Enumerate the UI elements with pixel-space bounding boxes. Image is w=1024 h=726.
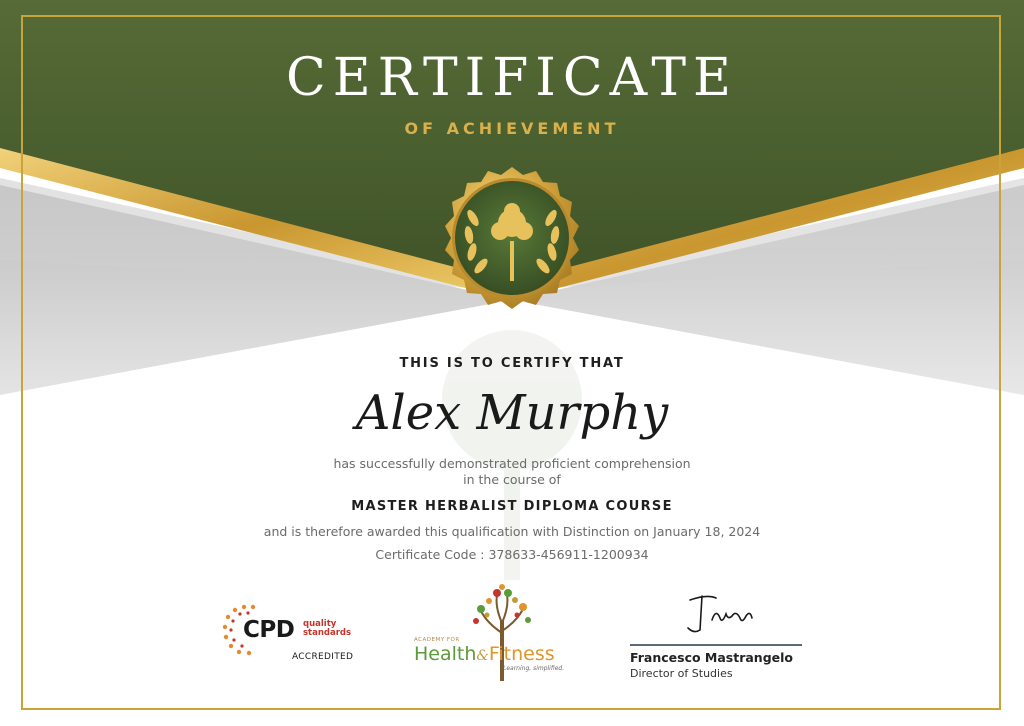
- seal-emblem-icon: [431, 163, 593, 325]
- recipient-name: Alex Murphy: [355, 385, 669, 441]
- cpd-accredited-label: ACCREDITED: [292, 652, 354, 662]
- award-line: and is therefore awarded this qualification with Distinction on January 18, 2024: [263, 524, 761, 539]
- certificate-subtitle: OF ACHIEVEMENT: [404, 119, 620, 138]
- academy-fitness-word: Fitness: [488, 643, 555, 665]
- cpd-logo: [220, 601, 365, 671]
- cpd-quality-label: [303, 620, 351, 638]
- certify-intro: THIS IS TO CERTIFY THAT: [399, 356, 625, 371]
- course-name: MASTER HERBALIST DIPLOMA COURSE: [351, 499, 673, 514]
- cpd-quality-line-2: standards: [303, 628, 352, 638]
- description-line-2: in the course of: [463, 472, 561, 487]
- signature-line: [630, 644, 802, 646]
- academy-tagline: Learning, simplified.: [503, 665, 565, 672]
- academy-prefix: ACADEMY FOR: [414, 637, 460, 643]
- description-line-1: has successfully demonstrated proficient comprehension: [333, 456, 691, 471]
- handwritten-signature-icon: [682, 590, 757, 638]
- academy-wordmark: [414, 643, 555, 665]
- certificate-code: Certificate Code : 378633-456911-1200934: [375, 547, 649, 562]
- signature-block: [630, 588, 805, 683]
- academy-ampersand: &: [476, 648, 489, 664]
- signatory-name: Francesco Mastrangelo: [630, 650, 794, 665]
- academy-health-word: Health: [414, 643, 477, 665]
- certificate-title: CERTIFICATE: [286, 48, 738, 108]
- academy-logo: [410, 583, 575, 683]
- signatory-role: Director of Studies: [630, 667, 733, 680]
- cpd-wordmark: CPD: [243, 617, 295, 643]
- cpd-quality-line-1: quality: [303, 619, 337, 629]
